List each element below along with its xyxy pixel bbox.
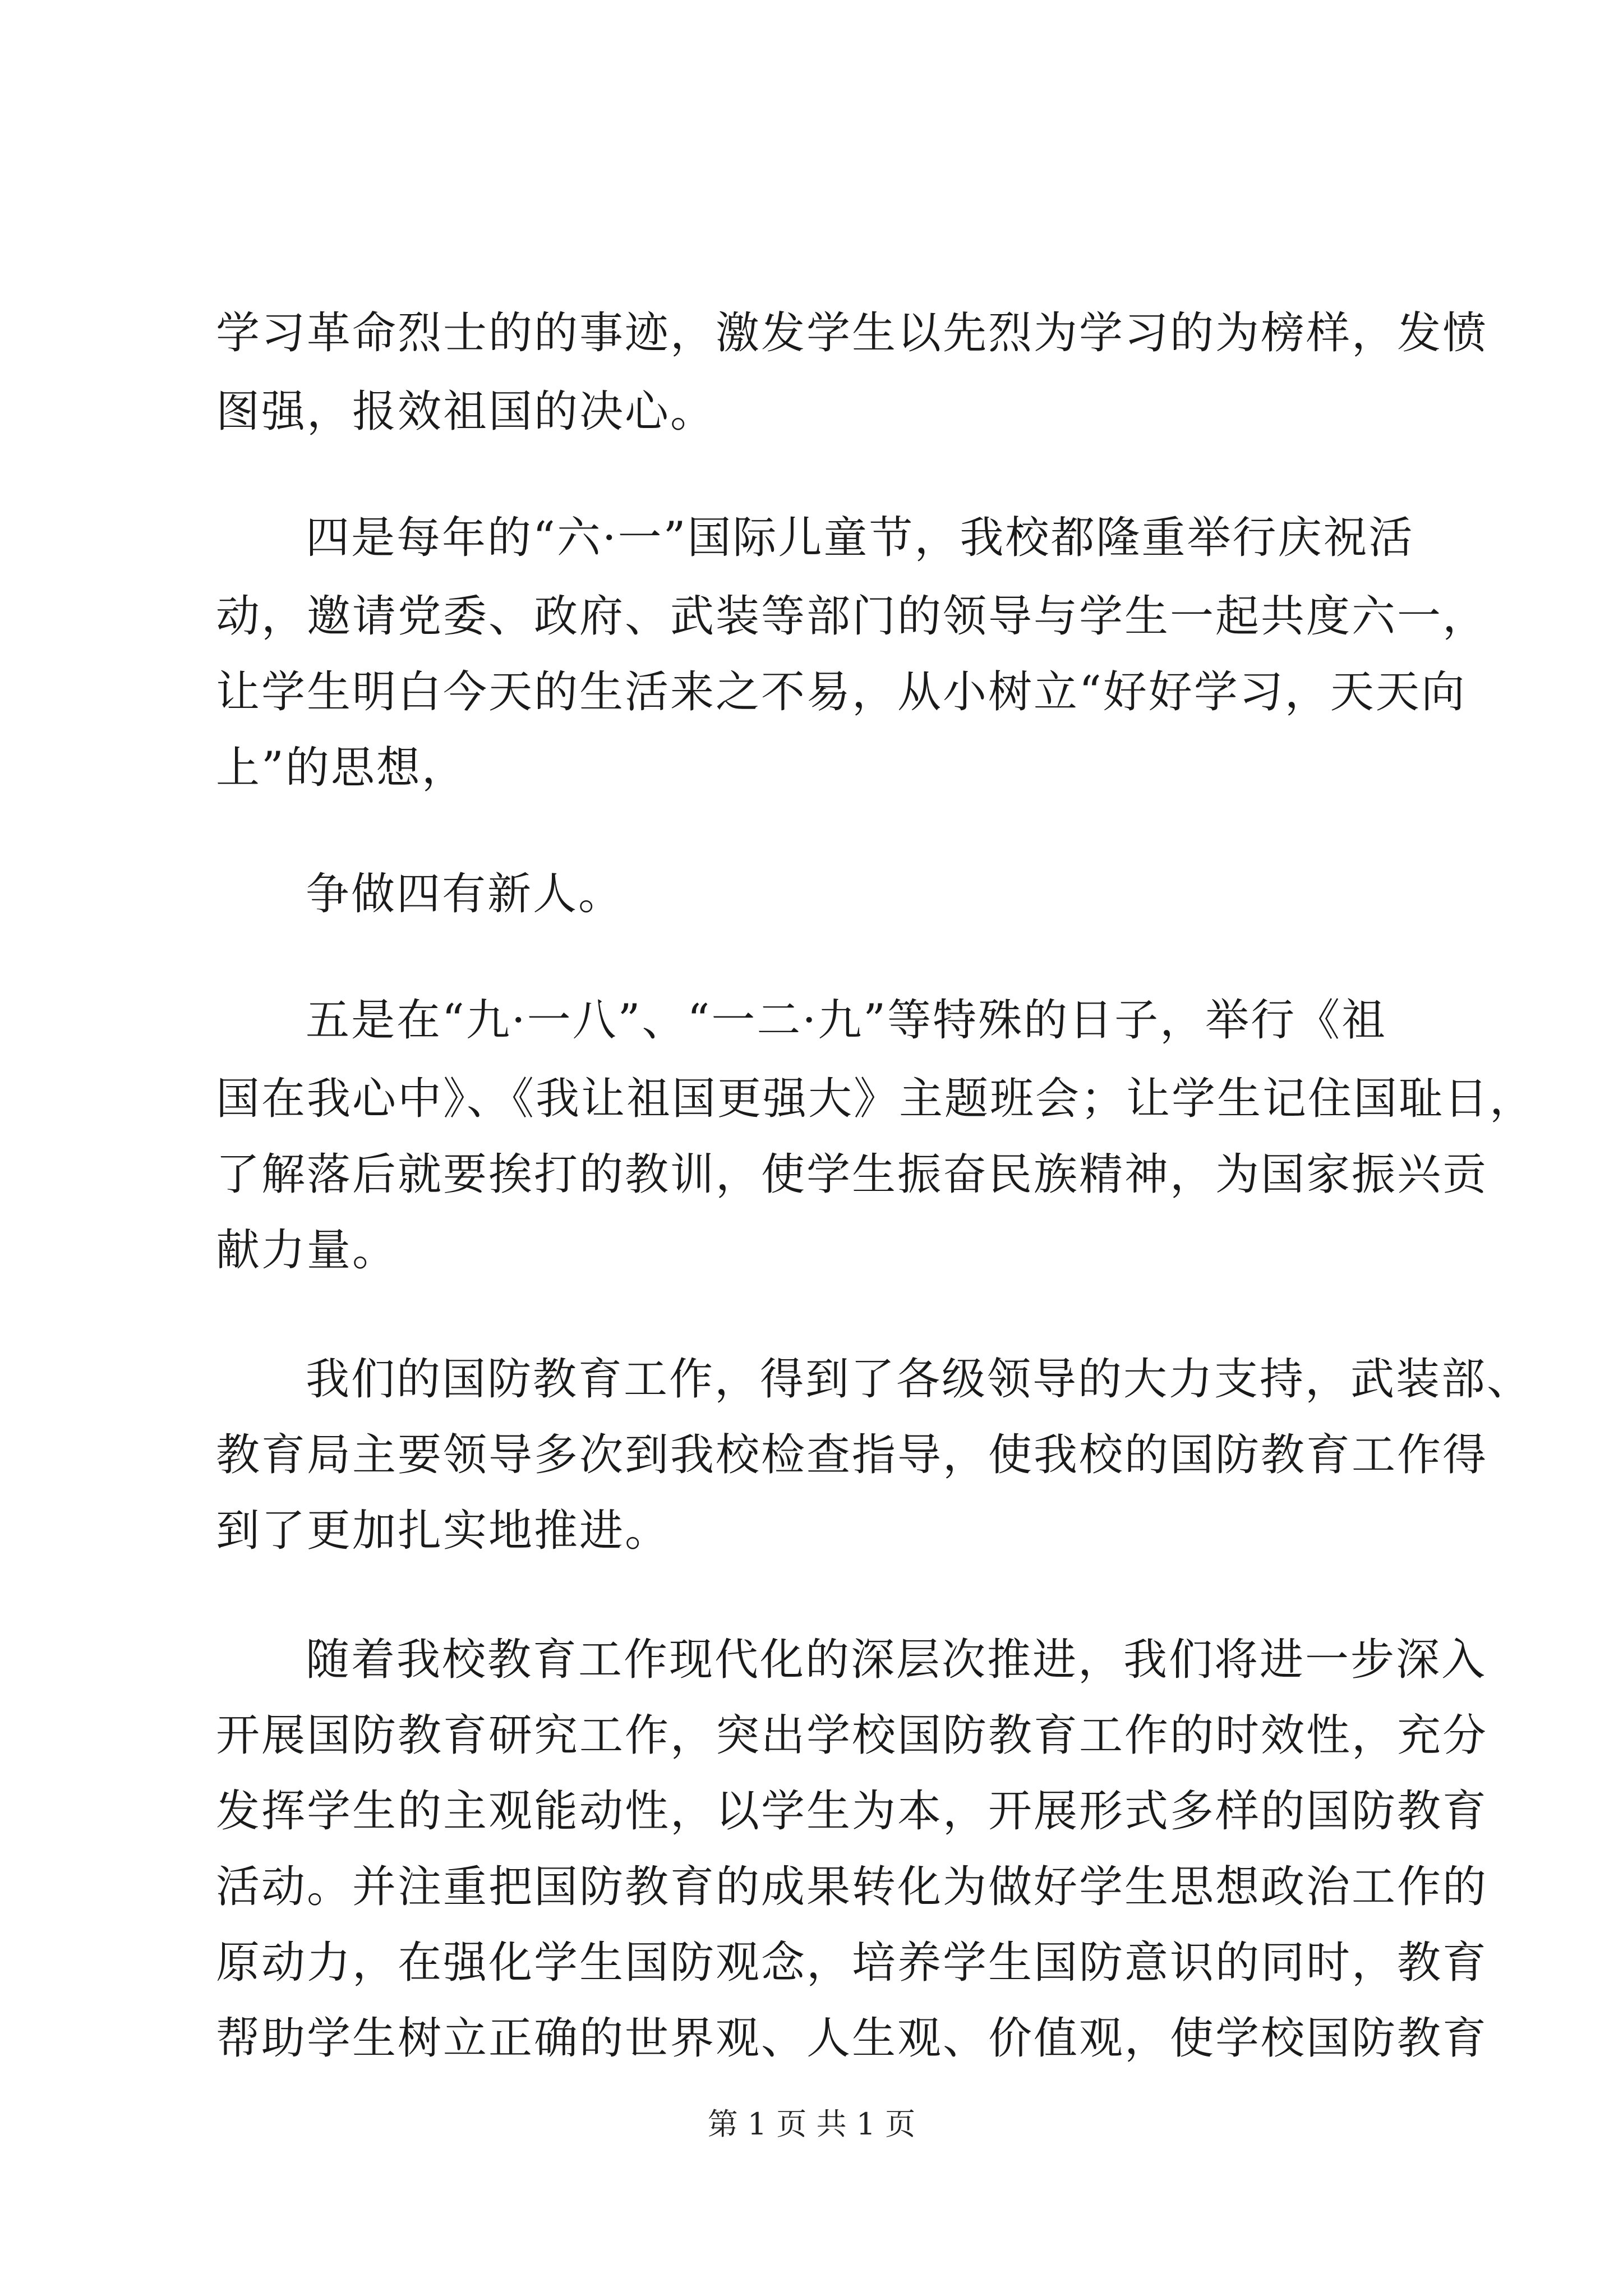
text-line: 争做四有新人。 xyxy=(306,869,624,919)
text-line: 到了更加扎实地推进。 xyxy=(216,1506,671,1556)
text-line: 教育局主要领导多次到我校检查指导，使我校的国防教育工作得 xyxy=(216,1430,1488,1480)
text-line: 原动力，在强化学生国防观念，培养学生国防意识的同时，教育 xyxy=(216,1938,1488,1988)
text-line: 随着我校教育工作现代化的深层次推进，我们将进一步深入 xyxy=(306,1635,1487,1685)
text-line: 帮助学生树立正确的世界观、人生观、价值观，使学校国防教育 xyxy=(216,2013,1488,2064)
text-line: 动，邀请党委、政府、武装等部门的领导与学生一起共度六一， xyxy=(216,591,1488,642)
text-line: 四是每年的“六·一”国际儿童节，我校都隆重举行庆祝活 xyxy=(306,513,1414,563)
text-line: 图强，报效祖国的决心。 xyxy=(216,386,716,437)
text-line: 活动。并注重把国防教育的成果转化为做好学生思想政治工作的 xyxy=(216,1862,1488,1912)
text-line: 学习革命烈士的的事迹，激发学生以先烈为学习的为榜样，发愤 xyxy=(216,308,1488,358)
text-line: 国在我心中》、《我让祖国更强大》主题班会；让学生记住国耻日， xyxy=(216,1074,1536,1124)
text-line: 让学生明白今天的生活来之不易，从小树立“好好学习，天天向 xyxy=(216,667,1467,717)
text-line: 发挥学生的主观能动性，以学生为本，开展形式多样的国防教育 xyxy=(216,1786,1488,1837)
text-line: 开展国防教育研究工作，突出学校国防教育工作的时效性，充分 xyxy=(216,1710,1488,1761)
text-line: 我们的国防教育工作，得到了各级领导的大力支持，武装部、 xyxy=(306,1354,1533,1405)
text-line: 了解落后就要挨打的教训，使学生振奋民族精神，为国家振兴贡 xyxy=(216,1149,1488,1200)
text-line: 献力量。 xyxy=(216,1225,398,1276)
text-line: 五是在“九·一八”、“一二·九”等特殊的日子，举行《祖 xyxy=(306,995,1387,1046)
page-number-footer: 第 1 页 共 1 页 xyxy=(707,2106,916,2142)
text-line: 上”的思想， xyxy=(216,743,467,793)
